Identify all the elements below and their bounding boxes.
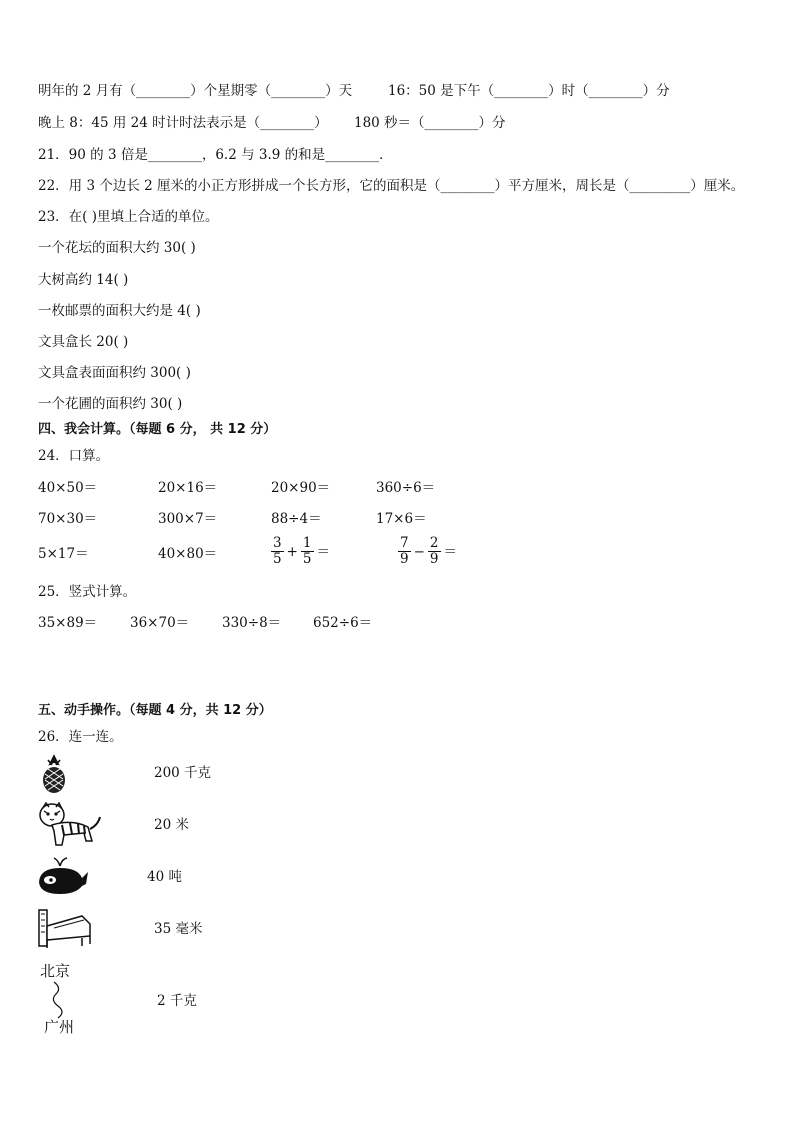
match-answer[interactable]: 35 毫米 bbox=[154, 921, 203, 937]
calc-item: 40×50＝ bbox=[38, 480, 98, 496]
fraction-expression-1 bbox=[271, 536, 333, 567]
q23-item: 大树高约 14( ) bbox=[38, 272, 129, 288]
q23-item: 文具盒表面面积约 300( ) bbox=[38, 365, 191, 381]
tiger-icon bbox=[36, 801, 102, 847]
denominator: 5 bbox=[273, 551, 282, 567]
fraction-expression-2 bbox=[398, 536, 460, 567]
match-answer[interactable]: 2 千克 bbox=[157, 993, 197, 1009]
question-25-title: 25．竖式计算。 bbox=[38, 584, 137, 600]
denominator: 9 bbox=[400, 551, 409, 567]
fill-line-seconds: 180 秒＝（________）分 bbox=[354, 115, 506, 131]
calc-item: 5×17＝ bbox=[38, 546, 89, 562]
operator: + bbox=[286, 543, 298, 560]
equals: ＝ bbox=[443, 543, 457, 560]
map-label-guangzhou: 广州 bbox=[44, 1018, 75, 1036]
calc-item: 300×7＝ bbox=[158, 511, 218, 527]
calc-item: 40×80＝ bbox=[158, 546, 218, 562]
question-23-title: 23．在( )里填上合适的单位。 bbox=[38, 209, 219, 225]
calc-item: 88÷4＝ bbox=[271, 511, 322, 527]
calc-item: 20×90＝ bbox=[271, 480, 331, 496]
whale-icon bbox=[36, 856, 90, 896]
numerator: 3 bbox=[273, 535, 282, 551]
vertical-calc-item: 652÷6＝ bbox=[313, 615, 373, 631]
calc-item: 17×6＝ bbox=[376, 511, 427, 527]
question-21: 21．90 的 3 倍是________，6.2 与 3.9 的和是________． bbox=[38, 147, 393, 163]
operator: − bbox=[413, 543, 425, 560]
fill-line-time: 16：50 是下午（________）时（________）分 bbox=[388, 83, 670, 99]
q23-item: 一个花坛的面积大约 30( ) bbox=[38, 240, 196, 256]
numerator: 2 bbox=[429, 535, 439, 551]
vertical-calc-item: 35×89＝ bbox=[38, 615, 98, 631]
calc-item: 360÷6＝ bbox=[376, 480, 436, 496]
q23-item: 一个花圃的面积约 30( ) bbox=[38, 396, 183, 412]
q23-item: 文具盒长 20( ) bbox=[38, 334, 129, 350]
question-24-title: 24．口算。 bbox=[38, 448, 110, 464]
section-4-heading: 四、我会计算。（每题 6 分， 共 12 分） bbox=[38, 422, 277, 437]
calc-item: 20×16＝ bbox=[158, 480, 218, 496]
question-26-title: 26．连一连。 bbox=[38, 729, 123, 745]
fill-line-24h: 晚上 8：45 用 24 时计时法表示是（________） bbox=[38, 115, 328, 131]
fill-line-feb: 明年的 2 月有（________）个星期零（________）天 bbox=[38, 83, 353, 99]
vertical-calc-item: 36×70＝ bbox=[130, 615, 190, 631]
numerator: 1 bbox=[302, 535, 312, 551]
match-answer[interactable]: 20 米 bbox=[154, 817, 189, 833]
match-answer[interactable]: 200 千克 bbox=[154, 765, 212, 781]
section-5-heading: 五、动手操作。（每题 4 分，共 12 分） bbox=[38, 703, 272, 718]
denominator: 5 bbox=[302, 551, 312, 567]
map-label-beijing: 北京 bbox=[40, 962, 71, 980]
pineapple-icon bbox=[36, 754, 72, 794]
match-answer[interactable]: 40 吨 bbox=[147, 869, 182, 885]
beijing-guangzhou-map bbox=[36, 962, 80, 1038]
question-22: 22．用 3 个边长 2 厘米的小正方形拼成一个长方形，它的面积是（________）平方厘米，周长是（_________）厘米。 bbox=[38, 178, 745, 194]
numerator: 7 bbox=[400, 535, 409, 551]
q23-item: 一枚邮票的面积大约是 4( ) bbox=[38, 303, 201, 319]
denominator: 9 bbox=[429, 551, 439, 567]
vertical-calc-item: 330÷8＝ bbox=[222, 615, 282, 631]
calc-item: 70×30＝ bbox=[38, 511, 98, 527]
bed-icon bbox=[36, 906, 92, 950]
equals: ＝ bbox=[316, 543, 330, 560]
